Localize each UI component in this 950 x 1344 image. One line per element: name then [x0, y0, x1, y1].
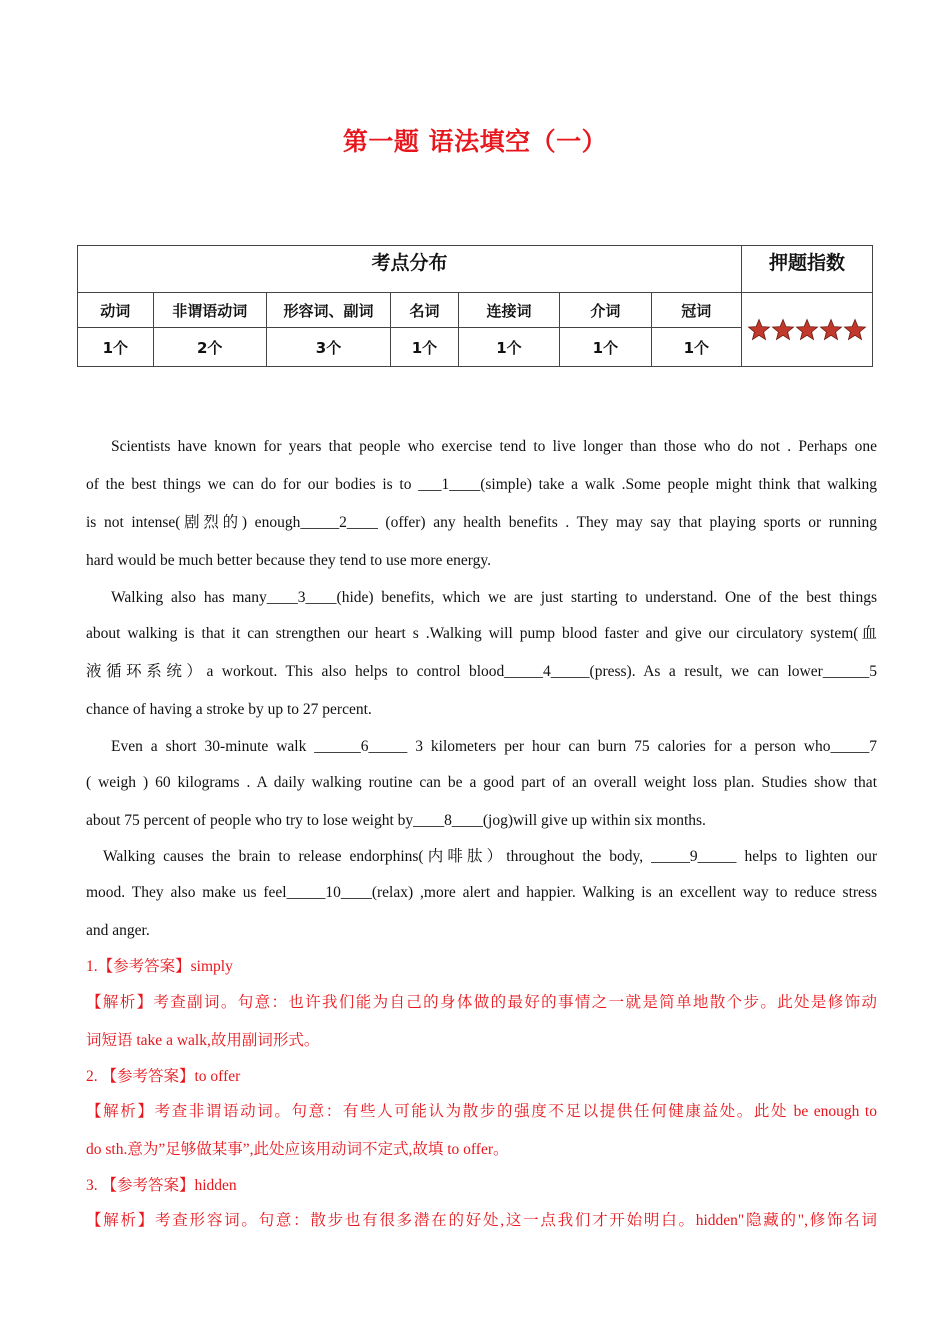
- analysis-line: do sth.意为”足够做某事”,此处应该用动词不定式,故填 to offer。: [86, 1141, 509, 1158]
- passage-line: chance of having a stroke by up to 27 percent.: [86, 701, 372, 718]
- passage-line: mood. They also make us feel_____10____(relax) ,more alert and happier. Walking is an excellent way to reduce stress: [86, 884, 877, 901]
- category-cell: 连接词: [458, 293, 559, 328]
- table-header: 考点分布: [78, 246, 742, 293]
- passage-line: of the best things we can do for our bodies is to ___1____(simple) take a walk .Some people might think that walking: [86, 476, 877, 493]
- star-icon: [843, 318, 867, 342]
- answer-line: 1.【参考答案】simply: [86, 958, 233, 975]
- index-header: 押题指数: [742, 246, 873, 293]
- analysis-line: 词短语 take a walk,故用副词形式。: [86, 1032, 320, 1049]
- passage-line: Walking causes the brain to release endorphins(内啡肽）throughout the body, _____9_____ helps to lighten our: [103, 848, 877, 865]
- category-cell: 介词: [560, 293, 651, 328]
- paragraph-1: [86, 428, 877, 580]
- analysis-line: 【解析】考查形容词。句意：散步也有很多潜在的好处,这一点我们才开始明白。hidden"隐藏的",修饰名词: [86, 1212, 877, 1229]
- passage-line: 液循环系统）a workout. This also helps to control blood_____4_____(press). As a result, we can lower______5: [86, 663, 877, 680]
- answer-section: [86, 950, 877, 1240]
- passage-line: hard would be much better because they tend to use more energy.: [86, 552, 492, 569]
- category-cell: 非谓语动词: [153, 293, 266, 328]
- count-cell: 3个: [266, 328, 390, 367]
- passage-line: Scientists have known for years that people who exercise tend to live longer than those who do not . Perhaps one: [111, 438, 877, 455]
- category-cell: 动词: [78, 293, 154, 328]
- count-cell: 1个: [391, 328, 459, 367]
- count-cell: 2个: [153, 328, 266, 367]
- category-cell: 名词: [391, 293, 459, 328]
- exam-point-table: [77, 245, 873, 367]
- star-icon: [795, 318, 819, 342]
- paragraph-2: [86, 580, 877, 729]
- star-icon: [771, 318, 795, 342]
- passage-line: ( weigh ) 60 kilograms . A daily walking routine can be a good part of an overall weight loss plan. Studies show that: [86, 774, 877, 791]
- paragraph-4: [86, 840, 877, 950]
- passage-line: Walking also has many____3____(hide) benefits, which we are just starting to understand. One of the best things: [111, 589, 877, 606]
- analysis-line: 【解析】考查副词。句意：也许我们能为自己的身体做的最好的事情之一就是简单地散个步。此处是修饰动: [86, 994, 877, 1011]
- star-rating: [742, 318, 872, 342]
- reading-passage: [86, 428, 877, 1240]
- passage-line: and anger.: [86, 922, 150, 939]
- passage-line: is not intense(剧烈的) enough_____2____ (offer) any health benefits . They may say that playing sports or running: [86, 514, 877, 531]
- passage-line: about walking is that it can strengthen our heart s .Walking will pump blood faster and give our circulatory system(血: [86, 625, 877, 642]
- answer-line: 3. 【参考答案】hidden: [86, 1177, 237, 1194]
- count-cell: 1个: [560, 328, 651, 367]
- passage-line: Even a short 30-minute walk ______6_____ 3 kilometers per hour can burn 75 calories for a person who_____7: [111, 738, 877, 755]
- passage-line: about 75 percent of people who try to lose weight by____8____(jog)will give up within six months.: [86, 812, 706, 829]
- category-cell: 形容词、副词: [266, 293, 390, 328]
- paragraph-3: [86, 729, 877, 840]
- star-icon: [747, 318, 771, 342]
- rating-cell: [742, 293, 873, 367]
- analysis-line: 【解析】考查非谓语动词。句意：有些人可能认为散步的强度不足以提供任何健康益处。此处 be enough to: [86, 1103, 877, 1120]
- count-cell: 1个: [78, 328, 154, 367]
- page-title: 第一题 语法填空（一）: [342, 127, 608, 156]
- category-cell: 冠词: [651, 293, 741, 328]
- answer-line: 2. 【参考答案】to offer: [86, 1068, 241, 1085]
- count-cell: 1个: [651, 328, 741, 367]
- count-cell: 1个: [458, 328, 559, 367]
- star-icon: [819, 318, 843, 342]
